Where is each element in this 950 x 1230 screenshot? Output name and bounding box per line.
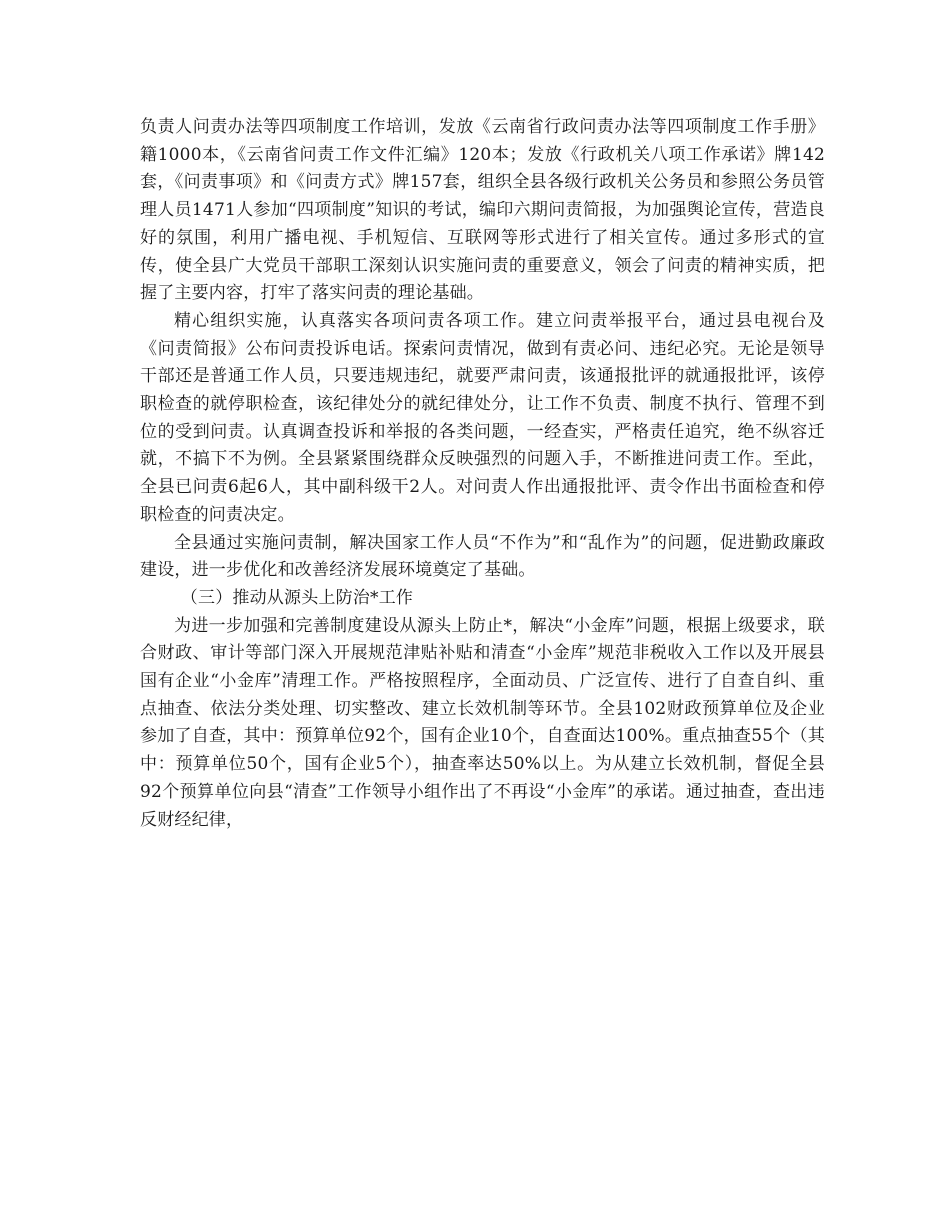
paragraph-summary: 全县通过实施问责制，解决国家工作人员“不作为”和“乱作为”的问题，促进勤政廉政建设，进一步优化和改善经济发展环境奠定了基础。 (140, 532, 825, 581)
paragraph-implementation: 精心组织实施，认真落实各项问责各项工作。建立问责举报平台，通过县电视台及《问责简报》公布问责投诉电话。探索问责情况，做到有责必问、违纪必究。无论是领导干部还是普通工作人员，只要违规违纪，就要严肃问责，该通报批评的就通报批评，该停职检查的就停职检查，该纪律处分的就纪律处分，让工作不负责、制度不执行、管理不到位的受到问责。认真调查投诉和举报的各类问题，一经查实，严格责任追究，绝不纵容迁就，不搞下不为例。全县紧紧围绕群众反映强烈的问题入手，不断推进问责工作。至此，全县已问责6起6人，其中副科级干2人。对问责人作出通报批评、责令作出书面检查和停职检查的问责决定。 (140, 310, 825, 525)
section-heading: （三）推动从源头上防治*工作 (180, 587, 414, 608)
paragraph-small-treasury: 为进一步加强和完善制度建设从源头上防止*，解决“小金库”问题，根据上级要求，联合财政、审计等部门深入开展规范津贴补贴和清查“小金库”规范非税收入工作以及开展县国有企业“小金库”清理工作。严格按照程序，全面动员、广泛宣传、进行了自查自纠、重点抽查、依法分类处理、切实整改、建立长效机制等环节。全县102财政预算单位及企业参加了自查，其中：预算单位92个，国有企业10个，自查面达100%。重点抽查55个（其中：预算单位50个，国有企业5个），抽查率达50%以上。为从建立长效机制，督促全县92个预算单位向县“清查”工作领导小组作出了不再设“小金库”的承诺。通过抽查，查出违反财经纪律， (140, 615, 825, 830)
paragraph-continuation: 负责人问责办法等四项制度工作培训，发放《云南省行政问责办法等四项制度工作手册》籍1000本，《云南省问责工作文件汇编》120本；发放《行政机关八项工作承诺》牌142套，《问责事项》和《问责方式》牌157套，组织全县各级行政机关公务员和参照公务员管理人员1471人参加“四项制度”知识的考试，编印六期问责简报，为加强舆论宣传，营造良好的氛围，利用广播电视、手机短信、互联网等形式进行了相关宣传。通过多形式的宣传，使全县广大党员干部职工深刻认识实施问责的重要意义，领会了问责的精神实质，把握了主要内容，打牢了落实问责的理论基础。 (140, 117, 825, 304)
document-page (140, 114, 825, 834)
